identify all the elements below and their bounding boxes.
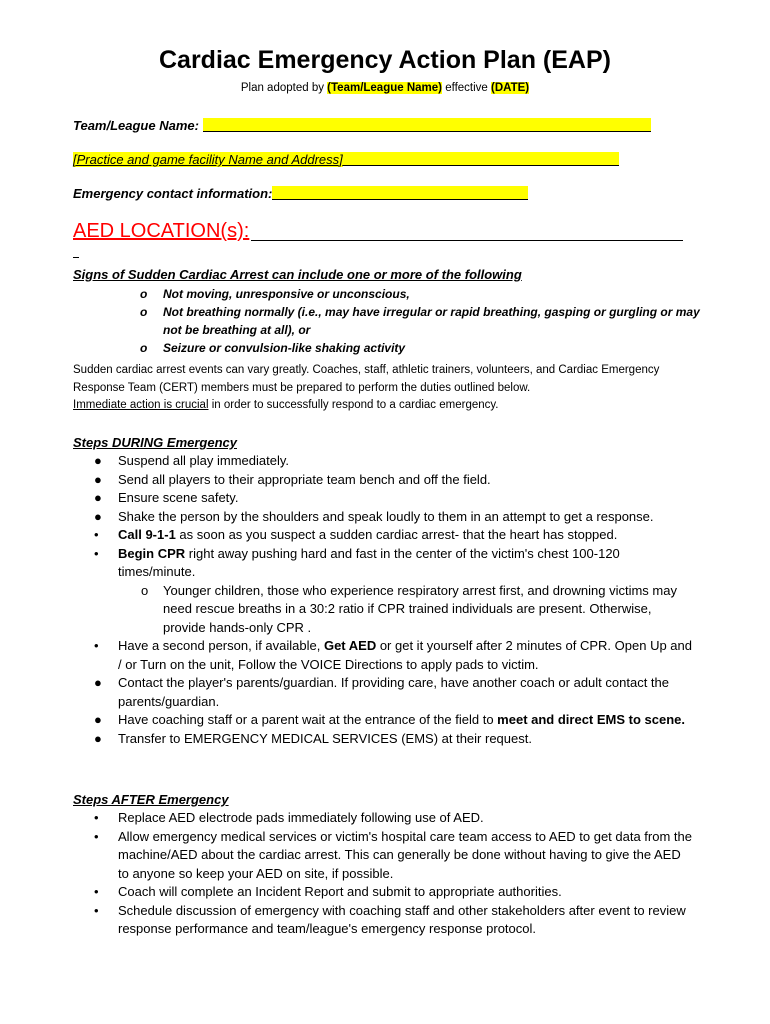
bullet: • — [94, 902, 99, 918]
during-steps-list — [73, 452, 693, 748]
signs-heading: Signs of Sudden Cardiac Arrest can include one or more of the following — [73, 267, 522, 282]
sign-marker: o — [140, 305, 148, 319]
step-text: Allow emergency medical services or victim's hospital care team access to AED to get data from the machine/AED about the cardiac arrest. This can generally be done without having to give the AED to anyone so keep your AED on site, if possible. — [118, 828, 692, 881]
step-text: Replace AED electrode pads immediately following use of AED. — [118, 810, 484, 825]
aed-location-field — [73, 220, 683, 243]
step-text: as soon as you suspect a sudden cardiac arrest- that the heart has stopped. — [175, 527, 618, 542]
aed-location-label: AED LOCATION(s): — [73, 220, 250, 242]
list-item — [73, 526, 693, 545]
emergency-contact-blank — [272, 186, 528, 200]
step-text: Have a second person, if available, — [118, 638, 324, 653]
step-text: Younger children, those who experience respiratory arrest first, and drowning victims may need rescue breaths in a 30:2 ratio if CPR trained individuals are present. Otherwise, provide hands-only CPR . — [163, 582, 677, 635]
bullet: ● — [94, 508, 102, 524]
sign-marker: o — [140, 341, 148, 355]
list-item — [73, 452, 693, 471]
sub-list-item — [73, 582, 693, 638]
bullet: ● — [94, 712, 102, 727]
step-text: Coach will complete an Incident Report and submit to appropriate authorities. — [118, 884, 562, 899]
facility-blank — [343, 152, 619, 166]
bullet: ● — [94, 490, 102, 505]
team-name-field — [73, 118, 651, 133]
sub-marker: o — [141, 582, 149, 598]
bullet: • — [94, 527, 99, 542]
step-emphasis: Begin CPR — [118, 545, 186, 561]
team-name-blank — [203, 118, 651, 132]
bullet: ● — [94, 730, 102, 746]
list-item — [73, 711, 693, 730]
emergency-contact-field — [73, 186, 528, 201]
aed-location-blank — [251, 220, 683, 241]
after-heading: Steps AFTER Emergency — [73, 792, 229, 807]
bullet: ● — [94, 453, 102, 468]
during-heading: Steps DURING Emergency — [73, 435, 237, 450]
small-divider — [73, 257, 79, 258]
list-item — [73, 828, 693, 884]
step-text: Transfer to EMERGENCY MEDICAL SERVICES (EMS) at their request. — [118, 730, 532, 746]
list-item — [73, 674, 693, 711]
team-name-placeholder: (Team/League Name) — [327, 82, 442, 94]
step-text: Schedule discussion of emergency with coaching staff and other stakeholders after event to review response performance and team/league's emergency response protocol. — [118, 902, 686, 936]
step-emphasis: Get AED — [323, 638, 377, 653]
step-text: or get it yourself after 2 minutes of CPR. Open Up and / or Turn on the unit, Follow the VOICE Directions to apply pads to victim. — [118, 638, 692, 672]
bullet: • — [94, 828, 99, 844]
step-text: Shake the person by the shoulders and speak loudly to them in an attempt to get a response. — [118, 508, 654, 524]
bullet: • — [94, 884, 99, 899]
sign-text: Not breathing normally (i.e., may have irregular or rapid breathing, gasping or gurgling or may not be breathing at all), or — [163, 305, 700, 337]
sign-text: Not moving, unresponsive or unconscious, — [163, 287, 410, 301]
page-title: Cardiac Emergency Action Plan (EAP) — [159, 46, 611, 74]
plan-adopted-line — [0, 82, 770, 94]
bullet: ● — [94, 471, 102, 487]
step-emphasis: meet and direct EMS to scene. — [497, 712, 686, 727]
list-item — [73, 471, 693, 490]
step-emphasis: Call 9-1-1 — [118, 527, 176, 542]
list-item — [73, 883, 693, 902]
list-item — [73, 902, 693, 939]
facility-field — [73, 152, 619, 167]
list-item — [73, 545, 693, 582]
list-item — [73, 809, 693, 828]
step-text: Suspend all play immediately. — [118, 453, 290, 468]
bullet: • — [94, 545, 99, 561]
step-text: Send all players to their appropriate team bench and off the field. — [118, 471, 491, 487]
list-item — [73, 489, 693, 508]
step-text: Contact the player's parents/guardian. If providing care, have another coach or adult contact the parents/guardian. — [118, 675, 669, 709]
subtitle-middle: effective — [442, 82, 492, 94]
subtitle-prefix: Plan adopted by — [240, 82, 328, 94]
date-placeholder: (DATE) — [491, 82, 530, 94]
emergency-contact-label: Emergency contact information: — [73, 186, 273, 201]
bullet: • — [94, 810, 99, 825]
facility-label: [Practice and game facility Name and Address] — [73, 152, 343, 167]
sign-text: Seizure or convulsion-like shaking activity — [163, 341, 406, 355]
sign-marker: o — [140, 287, 148, 301]
bullet: • — [94, 638, 99, 653]
intro-paragraph — [73, 362, 693, 415]
after-steps-list — [73, 809, 693, 939]
bullet: ● — [94, 675, 102, 690]
list-item — [73, 508, 693, 527]
list-item — [73, 730, 693, 749]
team-name-label: Team/League Name: — [73, 118, 203, 133]
step-text: right away pushing hard and fast in the center of the victim's chest 100-120 times/minute. — [118, 545, 620, 579]
list-item — [73, 637, 693, 674]
step-text: Have coaching staff or a parent wait at the entrance of the field to — [118, 712, 498, 727]
intro-emphasis: Immediate action is crucial — [73, 399, 209, 411]
step-text: Ensure scene safety. — [118, 490, 239, 505]
intro-text: Sudden cardiac arrest events can vary greatly. Coaches, staff, athletic trainers, volunteers, and Cardiac Emergency Response Team (CERT) members must be prepared to perform the duties outlined below. — [73, 364, 660, 394]
intro-text-end: in order to successfully respond to a cardiac emergency. — [208, 399, 499, 411]
